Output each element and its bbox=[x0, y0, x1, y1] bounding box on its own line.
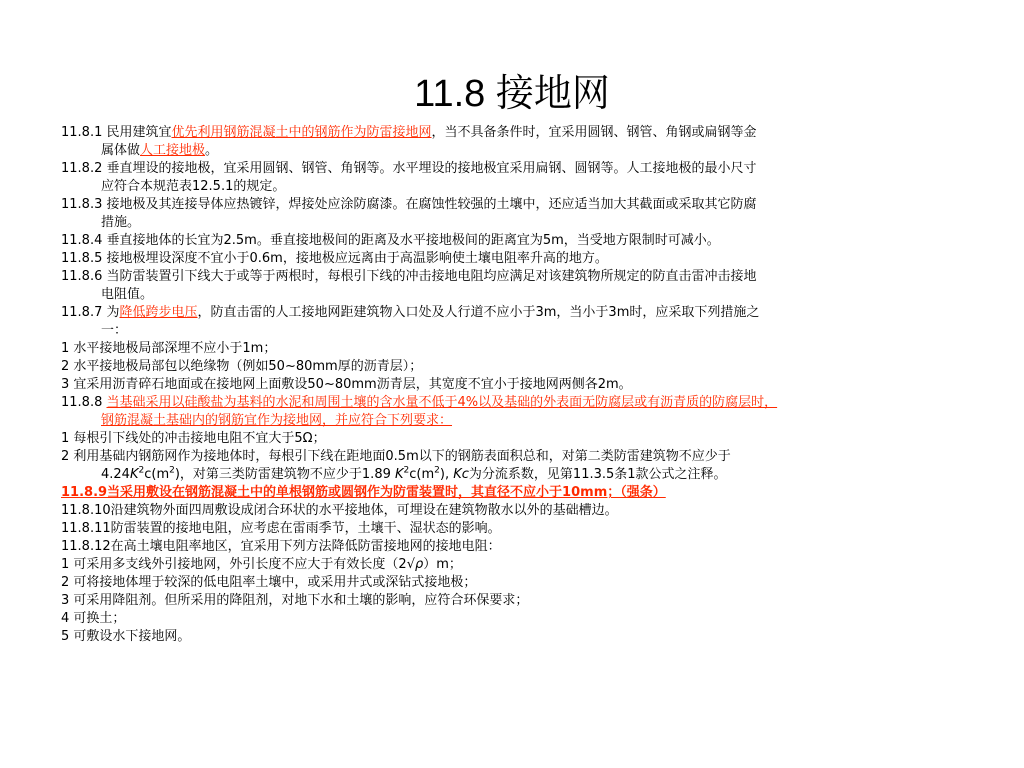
item-text: 11.8.7 为 bbox=[61, 305, 120, 320]
list-item: 2 水平接地极局部包以绝缘物（例如50~80mm厚的沥青层）； bbox=[61, 359, 423, 374]
highlight-text: 优先利用钢筋混凝土中的钢筋作为防雷接地网 bbox=[171, 125, 432, 140]
item-11-8-6: 11.8.6 当防雷装置引下线大于或等于两根时，每根引下线的冲击接地电阻均应满足对该建筑物所规定的防直击雷冲击接地 bbox=[61, 269, 757, 284]
formula-symbol: K bbox=[395, 467, 404, 482]
item-11-8-1 bbox=[61, 125, 1011, 141]
item-11-8-2-cont: 应符合本规范表12.5.1的规定。 bbox=[101, 179, 286, 194]
page-title: 11.8 接地网 bbox=[414, 73, 610, 115]
list-item: 2 可将接地体埋于较深的低电阻率土壤中，或采用井式或深钻式接地极； bbox=[61, 575, 477, 590]
superscript: 2 bbox=[434, 465, 440, 476]
sqrt-symbol: √ρ bbox=[406, 557, 424, 572]
item-text: ）m； bbox=[423, 557, 462, 572]
item-11-8-2: 11.8.2 垂直埋设的接地极，宜采用圆钢、钢管、角钢等。水平埋设的接地极宜采用扁钢、圆钢等。人工接地极的最小尺寸 bbox=[61, 161, 757, 176]
item-text: 11.8.1 民用建筑宜 bbox=[61, 125, 172, 140]
highlight-text: 降低跨步电压 bbox=[119, 305, 198, 320]
list-item: 3 可采用降阻剂。但所采用的降阻剂，对地下水和土壤的影响，应符合环保要求； bbox=[61, 593, 529, 608]
formula-text: c(m bbox=[409, 467, 435, 482]
item-11-8-5: 11.8.5 接地极埋设深度不宜小于0.6m，接地极应远离由于高温影响使土壤电阻率升高的地方。 bbox=[61, 251, 608, 266]
list-item: 1 每根引下线处的冲击接地电阻不宜大于5Ω； bbox=[61, 431, 326, 446]
item-text: 。 bbox=[205, 143, 219, 158]
list-item: 4 可换土； bbox=[61, 611, 126, 626]
superscript: 2 bbox=[403, 465, 410, 476]
highlight-text: 人工接地极 bbox=[140, 143, 206, 158]
item-text: ，防直击雷的人工接地网距建筑物入口处及人行道不应小于3m，当小于3m时，应采取下列措施之 bbox=[197, 305, 760, 320]
item-11-8-11: 11.8.11防雷装置的接地电阻，应考虑在雷雨季节，土壤干、湿状态的影响。 bbox=[61, 521, 501, 536]
item-11-8-4: 11.8.4 垂直接地体的长宜为2.5m。垂直接地极间的距离及水平接地极间的距离宜为5m，当受地方限制时可减小。 bbox=[61, 233, 720, 248]
list-item: 2 利用基础内钢筋网作为接地体时，每根引下线在距地面0.5m以下的钢筋表面积总和，对第二类防雷建筑物不应少于 bbox=[61, 449, 731, 464]
formula-text: 为分流系数，见第11.3.5条1款公式之注释。 bbox=[468, 467, 727, 482]
formula-text: )，对第三类防雷建筑物不应少于1.89 bbox=[174, 467, 395, 482]
formula-symbol: K bbox=[129, 467, 139, 482]
item-11-8-3-cont: 措施。 bbox=[101, 215, 141, 230]
item-text: ，当不具备条件时，宜采用圆钢、钢管、角钢或扁钢等金 bbox=[431, 125, 757, 140]
slide-body bbox=[61, 125, 1011, 647]
formula-text: ), bbox=[439, 467, 454, 482]
list-item bbox=[61, 557, 1011, 573]
item-11-8-8-cont bbox=[61, 413, 1011, 429]
list-item: 5 可敷设水下接地网。 bbox=[61, 629, 191, 644]
list-item: 3 宜采用沥青碎石地面或在接地网上面敷设50~80mm沥青层，其宽度不宜小于接地网两侧各2m。 bbox=[61, 377, 632, 392]
list-item: 1 水平接地极局部深埋不应小于1m； bbox=[61, 341, 277, 356]
formula-text: 4.24 bbox=[101, 467, 130, 482]
superscript: 2 bbox=[138, 465, 145, 476]
item-11-8-10: 11.8.10沿建筑物外面四周敷设成闭合环状的水平接地体，可埋设在建筑物散水以外的基础槽边。 bbox=[61, 503, 618, 518]
item-11-8-7-cont: 一： bbox=[101, 323, 128, 338]
list-item-cont bbox=[61, 467, 1011, 483]
item-11-8-3: 11.8.3 接地极及其连接导体应热镀锌，焊接处应涂防腐漆。在腐蚀性较强的土壤中，还应适当加大其截面或采取其它防腐 bbox=[61, 197, 757, 212]
item-11-8-7 bbox=[61, 305, 1011, 321]
item-11-8-8 bbox=[61, 395, 1011, 411]
item-11-8-6-cont: 电阻值。 bbox=[101, 287, 154, 302]
item-11-8-12: 11.8.12在高土壤电阻率地区，宜采用下列方法降低防雷接地网的接地电阻： bbox=[61, 539, 501, 554]
formula-text: c(m bbox=[144, 467, 170, 482]
item-text: 属体做 bbox=[101, 143, 141, 158]
highlight-text: 当基础采用以硅酸盐为基料的水泥和周围土壤的含水量不低于4%以及基础的外表面无防腐层或有沥青质的防腐层时， bbox=[106, 395, 778, 410]
item-text: 11.8.8 bbox=[61, 395, 107, 410]
superscript: 2 bbox=[169, 465, 175, 476]
item-11-8-1-cont bbox=[61, 143, 1011, 159]
item-text: 1 可采用多支线外引接地网，外引长度不应大于有效长度（2 bbox=[61, 557, 407, 572]
item-11-8-9: 11.8.9当采用敷设在钢筋混凝土中的单根钢筋或圆钢作为防雷装置时，其直径不应小于10mm；（强条） bbox=[61, 485, 666, 500]
highlight-text: 钢筋混凝土基础内的钢筋宜作为接地网，并应符合下列要求： bbox=[101, 413, 453, 428]
formula-symbol: Kc bbox=[453, 467, 469, 482]
